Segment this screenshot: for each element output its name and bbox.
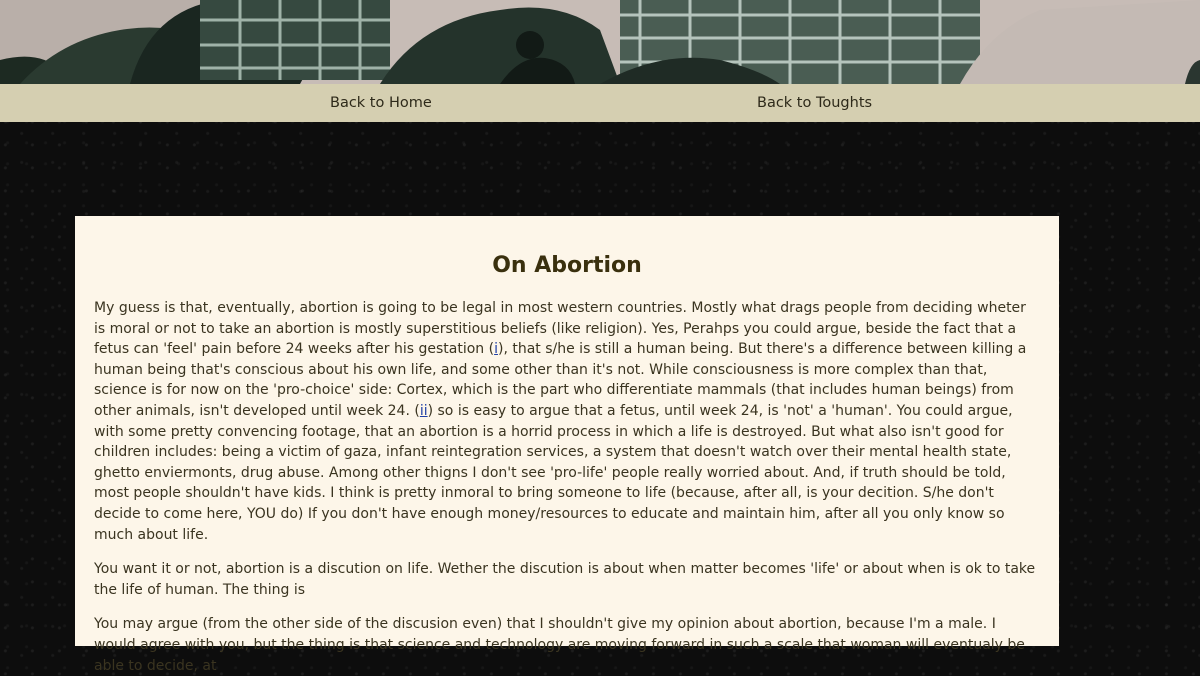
article-title: On Abortion [492, 253, 642, 278]
paragraph-1-text-a: My guess is that, eventually, abortion is going to be legal in most western countries. Mostly what drags people from deciding wheter is moral or not to take an abortion is mostly superstitious beliefs (like religion). Yes, Perahps you could argue, beside the fact that a fetus can 'feel' pain before 24 weeks after his gestation ( [94, 300, 1026, 358]
back-to-thoughts-link[interactable]: Back to Toughts [757, 95, 873, 111]
reference-link-ii[interactable]: ii [419, 402, 428, 419]
article-paragraph-2: You want it or not, abortion is a discution on life. Wether the discution is about when matter becomes 'life' or about when is ok to take the life of human. The thing is [94, 561, 1036, 598]
article-paragraph-3: You may argue (from the other side of the discusion even) that I shouldn't give my opinion about abortion, because I'm a male. I would agree with you, but the thing is that science and technology are moving forward in such a scale that woman will eventualy be able to decide, at [94, 616, 1025, 674]
article-paragraph-1 [94, 298, 1040, 545]
back-to-home-link[interactable]: Back to Home [330, 95, 432, 111]
header-photo-banner [0, 0, 1200, 84]
paragraph-1-text-b: ), that s/he is still a human being. But there's a difference between killing a human being that's conscious about his own life, and some other than it's not. While consciousness is more complex than that, science is for now on the 'pro-choice' side: Cortex, which is the part who differentiate mammals (that includes human beings) from other animals, isn't developed until week 24. ( [94, 341, 1027, 419]
reference-link-i[interactable]: i [494, 341, 498, 358]
paragraph-1-text-c: ) so is easy to argue that a fetus, until week 24, is 'not' a 'human'. You could argue, with some pretty convencing footage, that an abortion is a horrid process in which a life is destroyed. But what also isn't good for children includes: being a victim of gaza, infant reintegration services, a system that doesn't watch over their mental health state, ghetto enviermonts, drug abuse. Among other thigns I don't see 'pro-life' people really worried about. And, if truth should be told, most people shouldn't have kids. I think is pretty inmoral to bring someone to life (because, after all, is your decition. S/he don't decide to come here, YOU do) If you don't have enough money/resources to educate and maintain him, after all you only know so much about life. [94, 402, 1013, 543]
top-navigation [0, 84, 1200, 122]
article-container [75, 216, 1059, 674]
header-photo-image [0, 0, 1200, 84]
